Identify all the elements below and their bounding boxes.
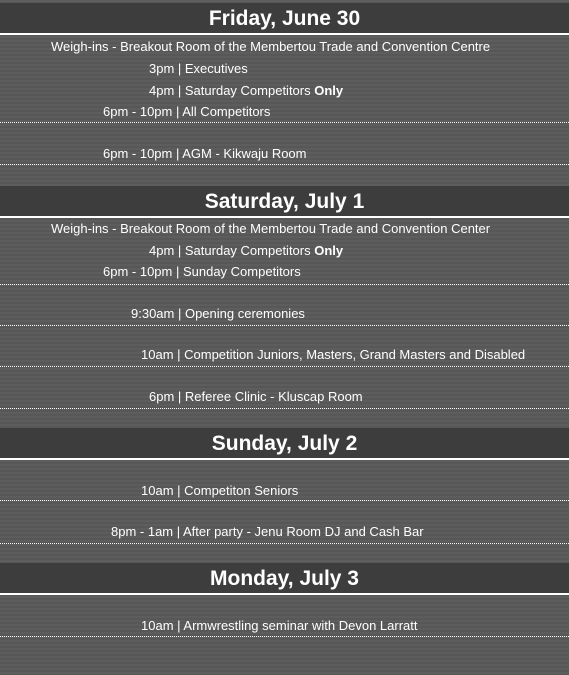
schedule-line: 10am | Competition Juniors, Masters, Grand Masters and Disabled xyxy=(141,347,526,362)
dotted-separator xyxy=(0,284,569,285)
schedule-line: 10am | Armwrestling seminar with Devon Larratt xyxy=(141,618,418,633)
emphasis-text: Only xyxy=(314,243,344,258)
dotted-separator xyxy=(0,543,569,544)
schedule-line: Weigh-ins - Breakout Room of the Membertou Trade and Convention Center xyxy=(51,221,491,236)
dotted-separator xyxy=(0,366,569,367)
day-header-saturday: Saturday, July 1 xyxy=(0,186,569,218)
dotted-separator xyxy=(0,164,569,165)
day-header-friday: Friday, June 30 xyxy=(0,3,569,35)
emphasis-text: Only xyxy=(314,83,344,98)
schedule-line xyxy=(149,242,569,260)
schedule-line: 6pm - 10pm | AGM - Kikwaju Room xyxy=(103,146,307,161)
dotted-separator xyxy=(0,408,569,409)
dotted-separator xyxy=(0,122,569,123)
day-header-sunday: Sunday, July 2 xyxy=(0,428,569,460)
schedule-line-text: 4pm | Saturday Competitors xyxy=(149,243,315,258)
schedule-line: 6pm | Referee Clinic - Kluscap Room xyxy=(149,389,363,404)
schedule-line: 8pm - 1am | After party - Jenu Room DJ and Cash Bar xyxy=(111,524,424,539)
schedule-line: Weigh-ins - Breakout Room of the Membertou Trade and Convention Centre xyxy=(51,39,491,54)
schedule-line: 9:30am | Opening ceremonies xyxy=(131,306,305,321)
schedule-line: 6pm - 10pm | Sunday Competitors xyxy=(103,264,301,279)
dotted-separator xyxy=(0,636,569,637)
dotted-separator xyxy=(0,500,569,501)
schedule-line: 6pm - 10pm | All Competitors xyxy=(103,104,271,119)
schedule-line: 3pm | Executives xyxy=(149,61,248,76)
schedule-line: 10am | Competiton Seniors xyxy=(141,483,299,498)
schedule-line xyxy=(149,82,569,100)
schedule-line-text: 4pm | Saturday Competitors xyxy=(149,83,315,98)
day-header-monday: Monday, July 3 xyxy=(0,563,569,595)
dotted-separator xyxy=(0,325,569,326)
